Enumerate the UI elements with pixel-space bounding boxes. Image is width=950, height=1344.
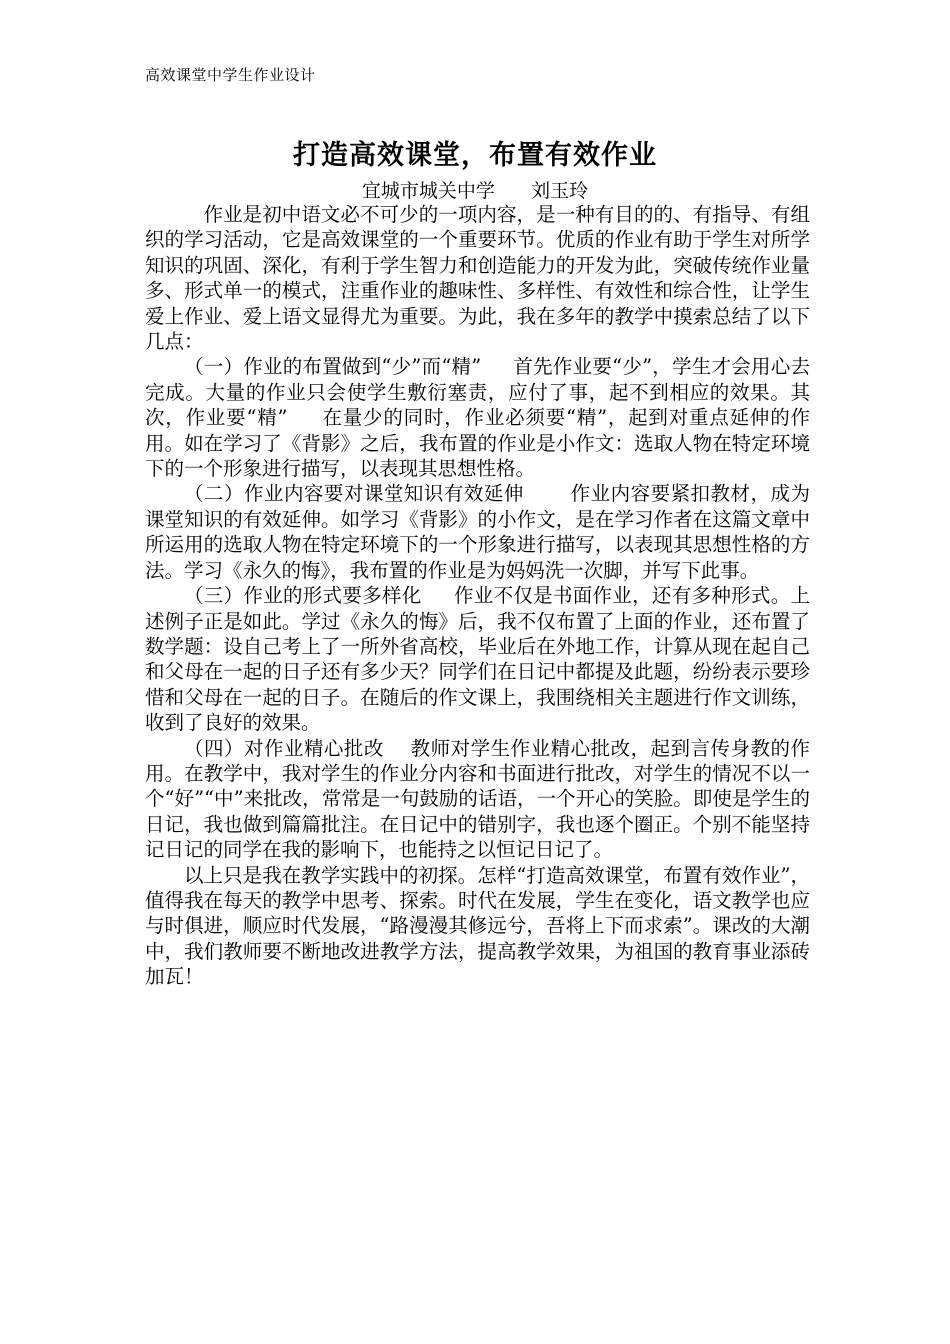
document-body bbox=[145, 202, 810, 990]
paragraph-section-2: （二）作业内容要对课堂知识有效延伸 作业内容要紧扣教材，成为课堂知识的有效延伸。如学习《背影》的小作文，是在学习作者在这篇文章中所运用的选取人物在特定环境下的一个形象进行描写，以表现其思想性格的方法。学习《永久的悔》，我布置的作业是为妈妈洗一次脚，并写下此事。 bbox=[145, 482, 810, 582]
paragraph-intro: 作业是初中语文必不可少的一项内容，是一种有目的的、有指导、有组织的学习活动，它是高效课堂的一个重要环节。优质的作业有助于学生对所学知识的巩固、深化，有利于学生智力和创造能力的开发为此，突破传统作业量多、形式单一的模式，注重作业的趣味性、多样性、有效性和综合性，让学生爱上作业、爱上语文显得尤为重要。为此，我在多年的教学中摸索总结了以下几点： bbox=[145, 203, 810, 354]
paragraph-section-3: （三）作业的形式要多样化 作业不仅是书面作业，还有多种形式。上述例子正是如此。学过《永久的悔》后，我不仅布置了上面的作业，还布置了数学题：设自己考上了一所外省高校，毕业后在外地工作，计算从现在起自己和父母在一起的日子还有多少天？同学们在日记中都提及此题，纷纷表示要珍惜和父母在一起的日子。在随后的作文课上，我围绕相关主题进行作文训练，收到了良好的效果。 bbox=[145, 584, 810, 735]
paragraph-conclusion: 以上只是我在教学实践中的初探。怎样“打造高效课堂，布置有效作业”，值得我在每天的教学中思考、探索。时代在发展，学生在变化，语文教学也应与时俱进，顺应时代发展，“路漫漫其修远兮，吾将上下而求索”。课改的大潮中，我们教师要不断地改进教学方法，提高教学效果，为祖国的教育事业添砖加瓦！ bbox=[145, 863, 810, 989]
paragraph-section-1: （一）作业的布置做到“少”而“精” 首先作业要“少”，学生才会用心去完成。大量的作业只会使学生敷衍塞责，应付了事，起不到相应的效果。其次，作业要“精” 在量少的同时，作业必须要“精”，起到对重点延伸的作用。如在学习了《背影》之后，我布置的作业是小作文：选取人物在特定环境下的一个形象进行描写，以表现其思想性格。 bbox=[145, 355, 810, 481]
document-title: 打造高效课堂，布置有效作业 bbox=[293, 140, 657, 171]
running-header: 高效课堂中学生作业设计 bbox=[145, 66, 316, 84]
paragraph-section-4: （四）对作业精心批改 教师对学生作业精心批改，起到言传身教的作用。在教学中，我对学生的作业分内容和书面进行批改，对学生的情况不以一个“好”“中”来批改，常常是一句鼓励的话语，一个开心的笑脸。即使是学生的日记，我也做到篇篇批注。在日记中的错别字，我也逐个圈正。个别不能坚持记日记的同学在我的影响下，也能持之以恒记日记了。 bbox=[145, 736, 810, 862]
author-byline: 宜城市城关中学 刘玉玲 bbox=[361, 180, 589, 202]
